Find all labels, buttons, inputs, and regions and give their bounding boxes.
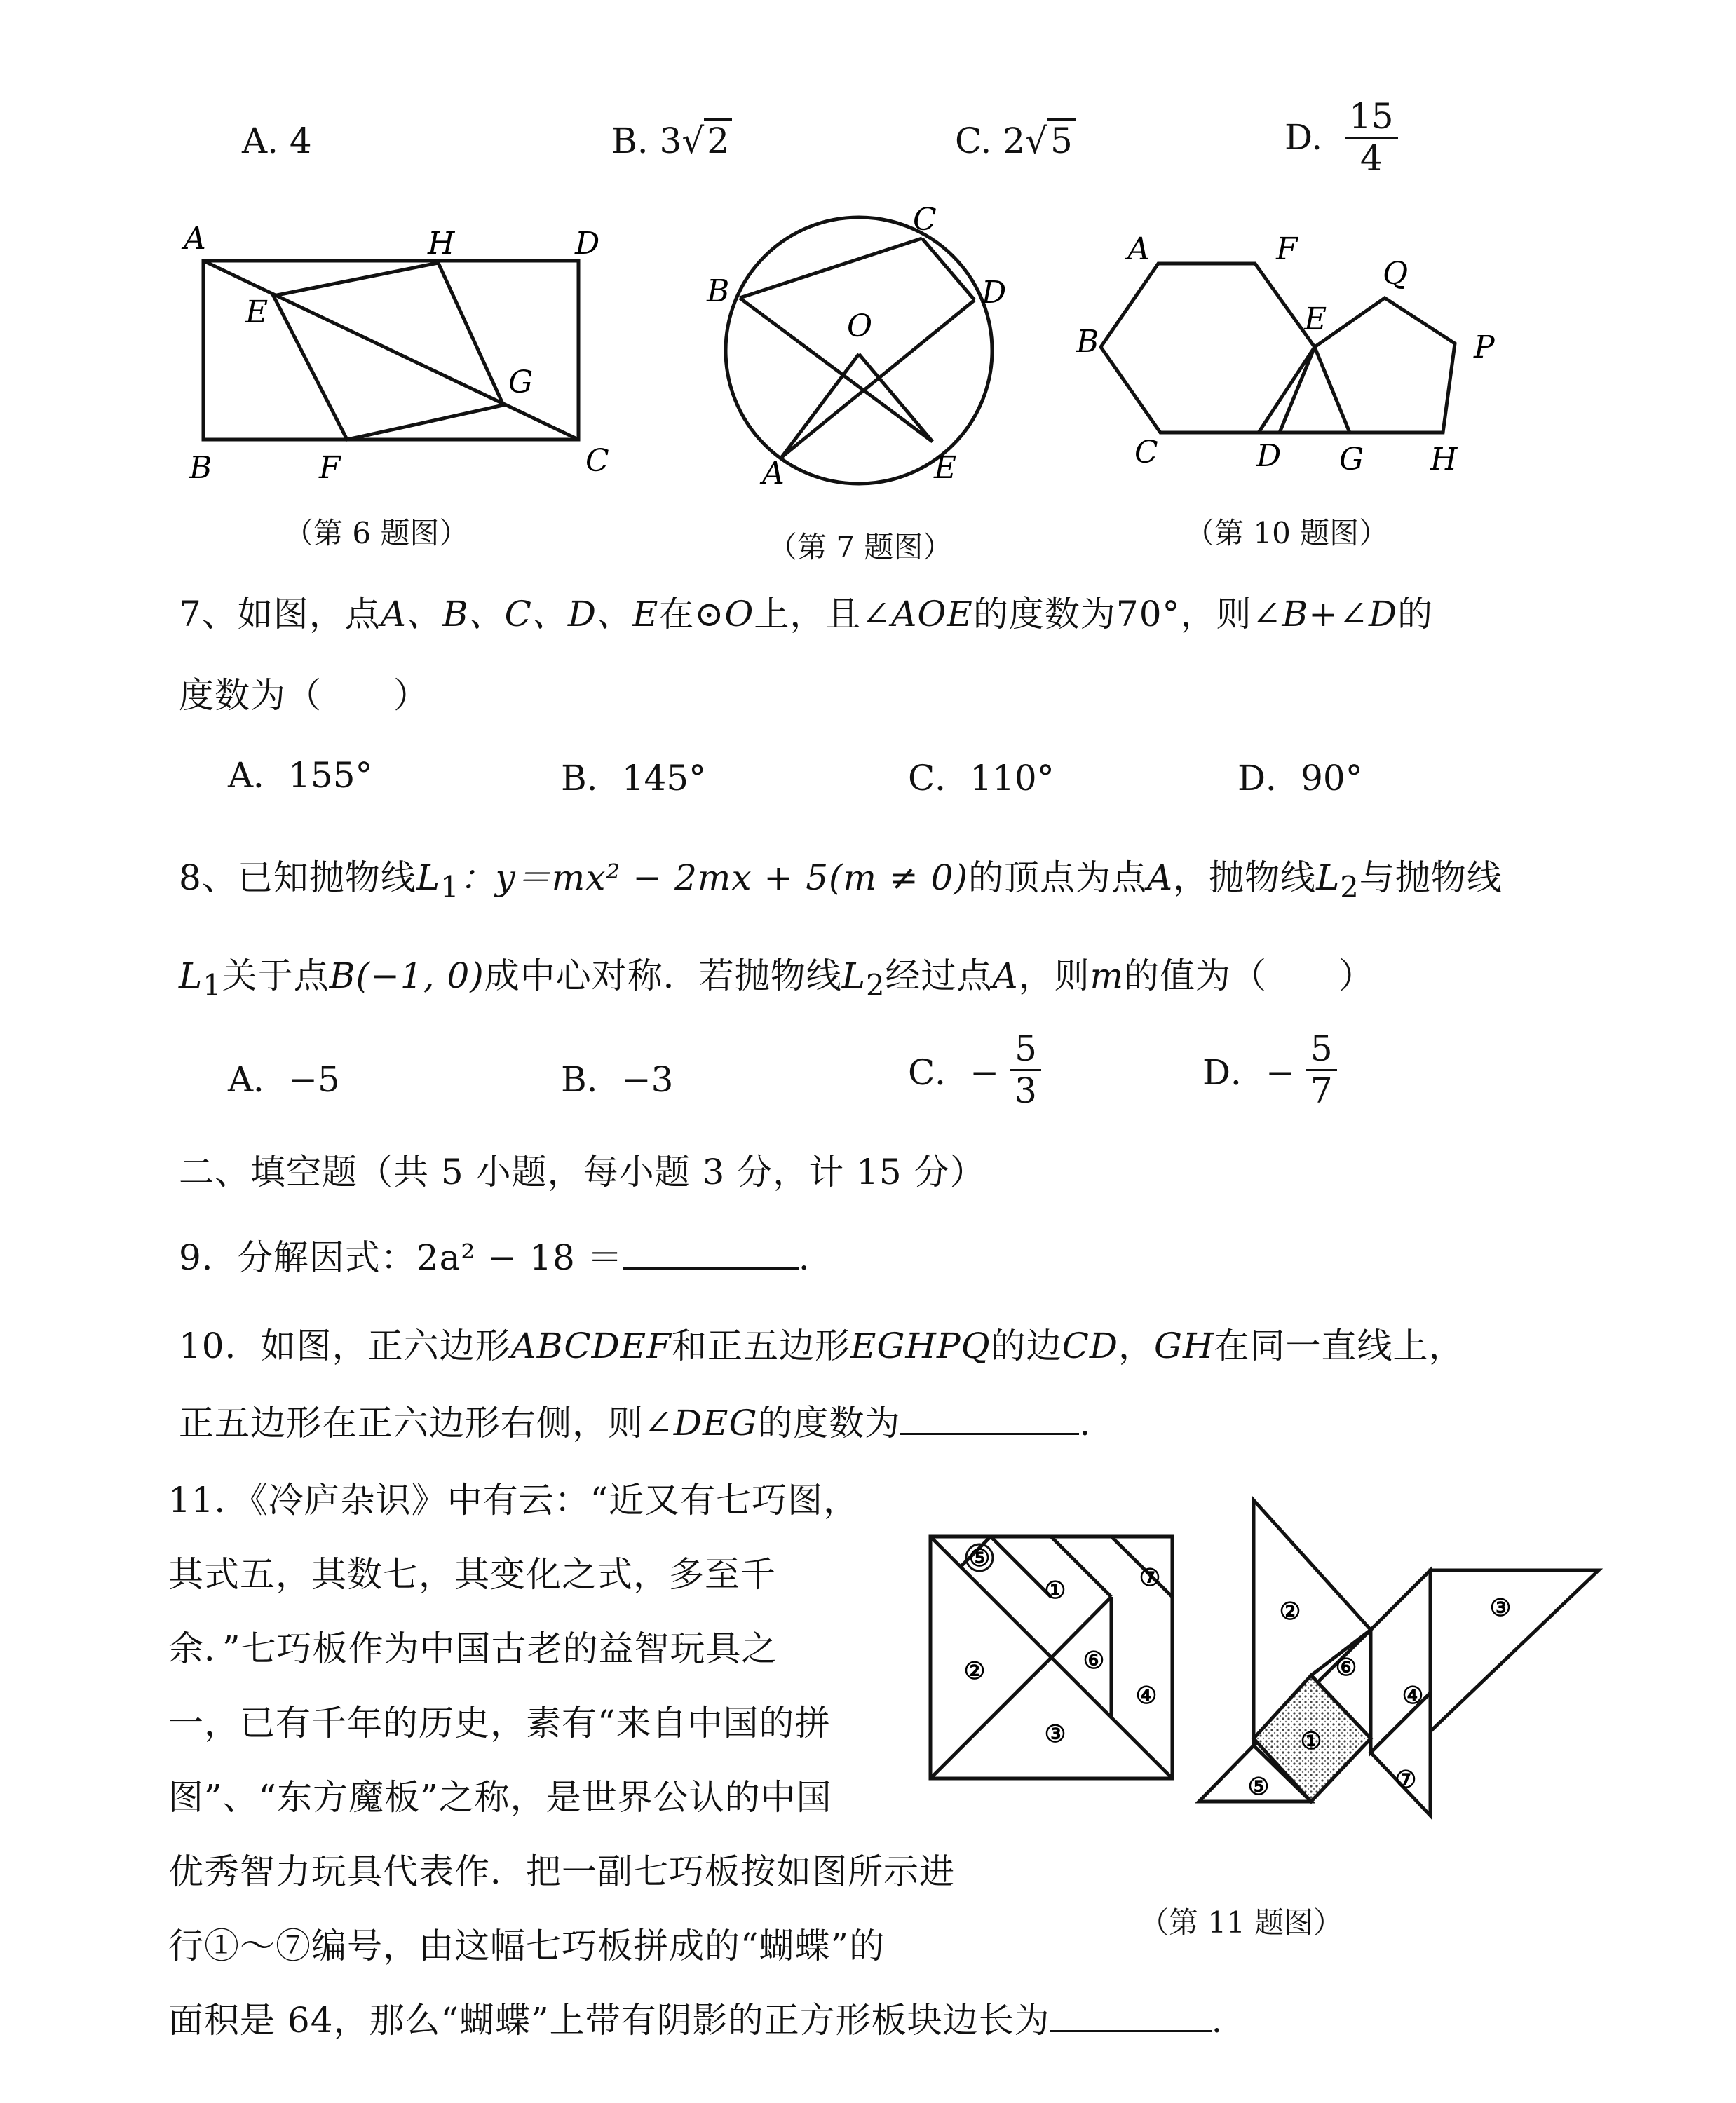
square-piece-7: ⑦ xyxy=(1139,1564,1161,1592)
fig11-caption: （第 11 题图） xyxy=(1139,1905,1343,1940)
fig7-label-c: C xyxy=(913,203,937,238)
figure-11-tangram-square xyxy=(922,1528,1188,1795)
square-piece-3: ③ xyxy=(1044,1720,1066,1748)
fig6-label-f: F xyxy=(319,450,341,486)
fig6-label-g: G xyxy=(508,365,534,400)
q10-answer-blank xyxy=(900,1405,1079,1435)
q7-option-d: D．90° xyxy=(1237,758,1363,798)
square-piece-4: ④ xyxy=(1135,1682,1158,1710)
fig7-label-o: O xyxy=(847,308,873,344)
q11-line-7: 行①～⑦编号，由这幅七巧板拼成的“蝴蝶”的 xyxy=(168,1926,886,1966)
figure-7 xyxy=(694,203,1024,505)
fig10-label-a: A xyxy=(1127,231,1150,267)
square-piece-2: ② xyxy=(963,1657,986,1685)
q8-option-d-fraction: $\frac{5}{7}$ xyxy=(1306,1030,1337,1109)
fig6-label-c: C xyxy=(585,443,609,479)
butterfly-piece-3: ③ xyxy=(1489,1594,1512,1622)
butterfly-piece-4: ④ xyxy=(1402,1682,1424,1710)
butterfly-piece-6: ⑥ xyxy=(1335,1654,1357,1682)
section-2-heading: 二、填空题（共 5 小题，每小题 3 分，计 15 分） xyxy=(179,1152,986,1192)
butterfly-piece-5: ⑤ xyxy=(1247,1773,1270,1801)
fig10-label-c: C xyxy=(1134,435,1158,470)
q8-line2: $L_1$关于点B(−1, 0)成中心对称．若抛物线$L_2$经过点A，则m的值为（ ） xyxy=(179,955,1375,1002)
q11-line-4: 一，已有千年的历史，素有“来自中国的拼 xyxy=(168,1703,831,1743)
q8-option-c-fraction: $\frac{5}{3}$ xyxy=(1010,1030,1041,1109)
figure-10 xyxy=(1073,231,1535,491)
q7-line2: 度数为（ ） xyxy=(179,675,429,716)
q9-answer-blank xyxy=(623,1239,799,1270)
q6-option-a: A. 4 xyxy=(242,121,312,161)
fig10-label-q: Q xyxy=(1383,256,1409,292)
fig10-label-b: B xyxy=(1076,324,1099,360)
q11-line-1: 11．《冷庐杂识》中有云：“近又有七巧图， xyxy=(168,1480,860,1520)
fig10-label-h: H xyxy=(1430,442,1458,477)
fig10-label-f: F xyxy=(1276,231,1298,267)
q11-answer-blank xyxy=(1050,2002,1212,2032)
fig7-label-a: A xyxy=(762,456,785,491)
fig7-label-d: D xyxy=(982,275,1007,311)
q11-line-2: 其式五，其数七，其变化之式，多至千 xyxy=(168,1554,776,1595)
fig10-label-g: G xyxy=(1339,442,1364,477)
butterfly-piece-7: ⑦ xyxy=(1395,1766,1417,1794)
butterfly-piece-1: ① xyxy=(1300,1727,1322,1755)
fig10-caption: （第 10 题图） xyxy=(1185,516,1389,550)
q6-option-d-fraction: $\frac{15}{4}$ xyxy=(1345,98,1398,177)
q6-option-c: C. 2√5 xyxy=(955,121,1076,161)
q7-option-c: C．110° xyxy=(908,758,1055,798)
q6-option-b: B. 3√2 xyxy=(611,121,732,161)
fig6-label-a: A xyxy=(184,221,206,257)
fig6-label-b: B xyxy=(189,450,212,486)
fig6-label-d: D xyxy=(575,226,600,261)
square-piece-1: ① xyxy=(1044,1577,1066,1605)
q8-line1: 8、已知抛物线$L_1$：y＝mx² − 2mx + 5(m ≠ 0)的顶点为点A，抛物线$L_2$与抛物线 xyxy=(179,857,1503,904)
q9: 9．分解因式：2a² − 18 ＝ . xyxy=(179,1237,811,1278)
q10-line1: 10．如图，正六边形ABCDEF和正五边形EGHPQ的边CD，GH在同一直线上， xyxy=(179,1326,1465,1366)
butterfly-piece-2: ② xyxy=(1279,1598,1301,1626)
q11-line-5: 图”、“东方魔板”之称，是世界公认的中国 xyxy=(168,1777,832,1818)
square-piece-6: ⑥ xyxy=(1083,1647,1105,1675)
fig7-label-b: B xyxy=(707,273,730,309)
q7-option-a: A．155° xyxy=(228,755,373,796)
q7-line1: 7、如图，点A、B、C、D、E在⊙O上，且∠AOE的度数为70°，则∠B+∠D的 xyxy=(179,594,1434,634)
figure-6 xyxy=(175,217,610,498)
q10-line2: 正五边形在正六边形右侧，则∠DEG的度数为 . xyxy=(179,1403,1092,1443)
fig10-label-d: D xyxy=(1256,438,1282,474)
q11-line-3: 余．”七巧板作为中国古老的益智玩具之 xyxy=(168,1628,778,1669)
fig6-label-h: H xyxy=(428,226,455,261)
fig10-label-e: E xyxy=(1304,301,1327,337)
q8-option-c: C．− $\frac{5}{3}$ xyxy=(908,1030,1041,1109)
q11-line-6: 优秀智力玩具代表作．把一副七巧板按如图所示进 xyxy=(168,1851,955,1892)
square-piece-5: ⑤ xyxy=(968,1544,991,1572)
fig6-caption: （第 6 题图） xyxy=(284,516,469,550)
q7-option-b: B．145° xyxy=(561,758,707,798)
q8-option-d: D．− $\frac{5}{7}$ xyxy=(1202,1030,1337,1109)
q11-line-8: 面积是 64，那么“蝴蝶”上带有阴影的正方形板块边长为 . xyxy=(168,2000,1223,2041)
fig6-label-e: E xyxy=(245,294,269,330)
q8-option-a: A．−5 xyxy=(228,1059,340,1100)
fig7-label-e: E xyxy=(934,450,957,486)
fig7-caption: （第 7 题图） xyxy=(768,530,953,564)
figure-11-butterfly xyxy=(1192,1493,1613,1872)
fig10-label-p: P xyxy=(1474,329,1495,365)
q6-option-d: D. $\frac{15}{4}$ xyxy=(1284,98,1398,177)
q8-option-b: B．−3 xyxy=(561,1059,674,1100)
